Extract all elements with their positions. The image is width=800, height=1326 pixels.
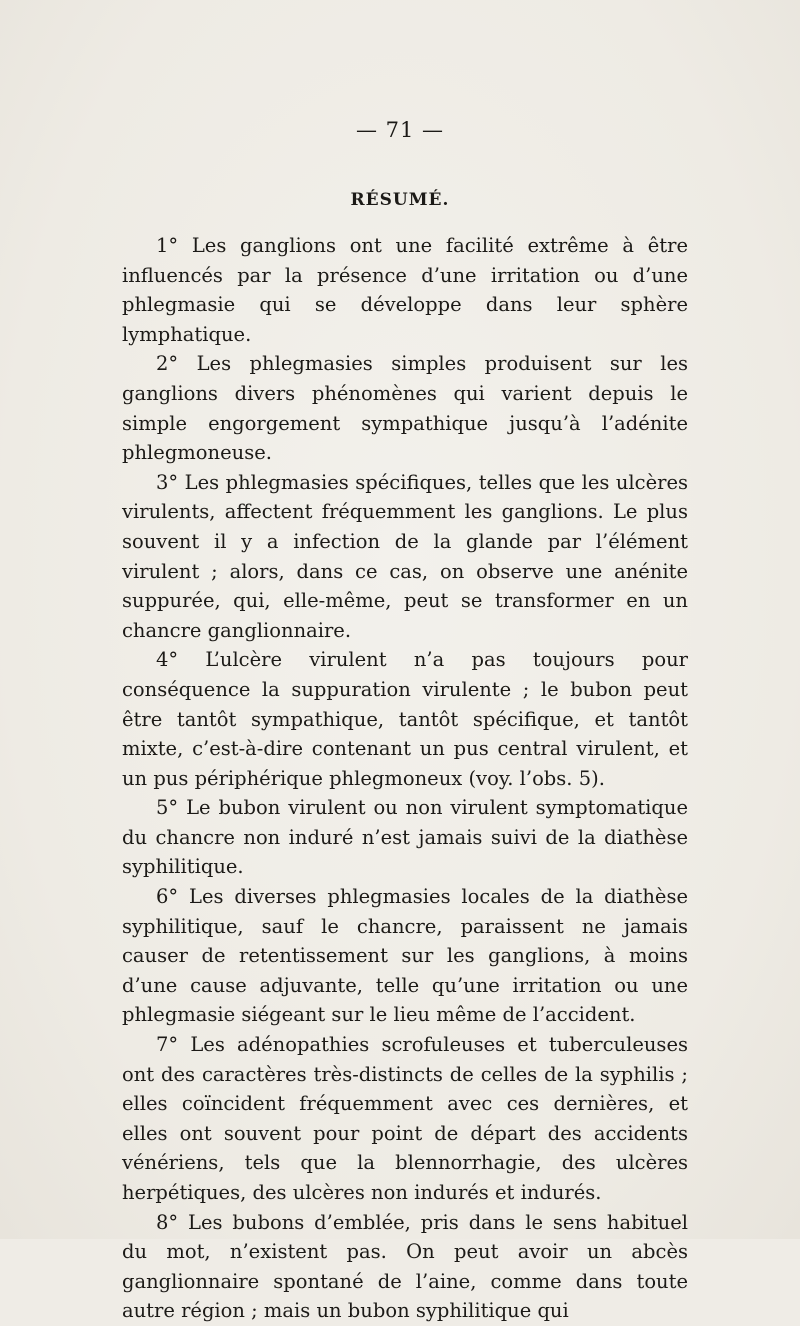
paragraph-5: 5° Le bubon virulent ou non virulent symptomatique du chancre non induré n’est jamais suivi de la diathèse syphilitique. [122,796,688,879]
section-heading: RÉSUMÉ. [350,190,450,210]
paragraph-8: 8° Les bubons d’emblée, pris dans le sens habituel du mot, n’existent pas. On peut avoir un abcès ganglionnaire spontané de l’aine, comme dans toute autre région ; mais un bubon syphilitique qui [122,1210,688,1323]
paragraph-1: 1° Les ganglions ont une facilité extrême à être influencés par la présence d’une irritation ou d’une phlegmasie qui se développe dans leur sphère lymphatique. [122,234,688,346]
paragraph-2: 2° Les phlegmasies simples produisent sur les ganglions divers phénomènes qui varient depuis le simple engorgement sympathique jusqu’à l’adénite phlegmoneuse. [122,352,688,465]
paragraph-3: 3° Les phlegmasies spécifiques, telles que les ulcères virulents, affectent fréquemment les ganglions. Le plus souvent il y a infection de la glande par l’élément virulent ; alors, dans ce cas, on observe une anénite suppurée, qui, elle-même, peut se transformer en un chancre ganglionnaire. [122,470,688,642]
body-text [122,231,688,1326]
paragraph-6: 6° Les diverses phlegmasies locales de la diathèse syphilitique, sauf le chancre, paraissent ne jamais causer de retentissement sur les ganglions, à moins d’une cause adjuvante, telle qu’une irritation ou une phlegmasie siégeant sur le lieu même de l’accident. [122,885,688,1027]
paragraph-4: 4° L’ulcère virulent n’a pas toujours pour conséquence la suppuration virulente ; le bubon peut être tantôt sympathique, tantôt spécifique, et tantôt mixte, c’est-à-dire contenant un pus central virulent, et un pus périphérique phlegmoneux (voy. l’obs. 5). [122,648,688,790]
page-number: — 71 — [355,118,445,142]
paragraph-7: 7° Les adénopathies scrofuleuses et tuberculeuses ont des caractères très-distincts de celles de la syphilis ; elles coïncident fréquemment avec ces dernières, et elles ont souvent pour point de départ des accidents vénériens, tels que la blennorrhagie, des ulcères herpétiques, des ulcères non indurés et indurés. [122,1033,688,1204]
